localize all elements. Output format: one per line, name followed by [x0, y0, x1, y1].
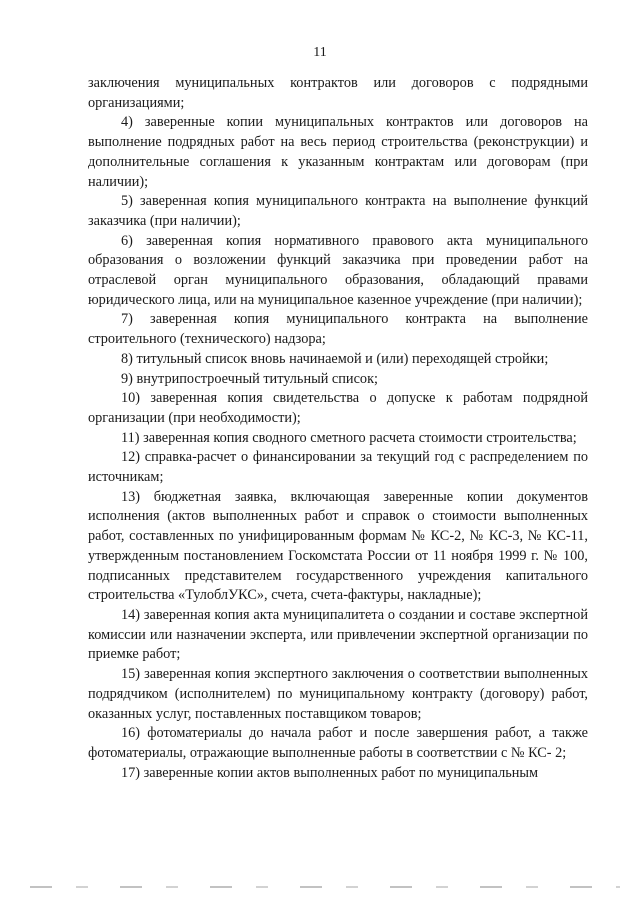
paragraph-item-12: 12) справка-расчет о финансировании за текущий год с распределением по источникам;	[88, 449, 588, 486]
paragraph-item-7: 7) заверенная копия муниципального контракта на выполнение строительного (технического) надзора;	[88, 311, 588, 348]
paragraph-item-4: 4) заверенные копии муниципальных контрактов или договоров на выполнение подрядных работ на весь период строительства (реконструкции) и дополнительные соглашения к указанным контрактам или договорам (при наличии);	[88, 114, 588, 190]
paragraph-item-5: 5) заверенная копия муниципального контракта на выполнение функций заказчика (при наличии);	[88, 193, 588, 229]
paragraph-item-17: 17) заверенные копии актов выполненных работ по муниципальным	[121, 764, 539, 781]
paragraph-item-14: 14) заверенная копия акта муниципалитета о создании и составе экспертной комиссии или назначении эксперта, или привлечении экспертной организации по приемке работ;	[88, 606, 588, 663]
paragraph-item-6: 6) заверенная копия нормативного правового акта муниципального образования о возложении функций заказчика при проведении работ на отраслевой орган муниципального образования, обладающий правами юридического лица, или на муниципальное казенное учреждение (при наличии);	[88, 232, 588, 308]
document-body	[88, 74, 588, 783]
paragraph-item-9: 9) внутрипостроечный титульный список;	[121, 370, 378, 387]
paragraph-item-13: 13) бюджетная заявка, включающая заверенные копии документов исполнения (актов выполненных работ и справок о стоимости выполненных работ, составленных по унифицированным формам № КС-2, № КС-3, № КС-11, утвержденным постановлением Госкомстата России от 11 ноября 1999 г. № 100, подписанных представителем государственного учреждения капитального строительства «ТулоблУКС», счета, счета-фактуры, накладные);	[88, 488, 588, 604]
paragraph-item-10: 10) заверенная копия свидетельства о допуске к работам подрядной организации (при необходимости);	[88, 390, 588, 426]
paragraph-item-15: 15) заверенная копия экспертного заключения о соответствии выполненных подрядчиком (исполнителем) по муниципальному контракту (договору) работ, оказанных услуг, поставленных поставщиком товаров;	[88, 666, 588, 722]
page-number: 11	[313, 45, 327, 60]
paragraph-continuation: заключения муниципальных контрактов или договоров с подрядными организациями;	[88, 75, 588, 111]
paragraph-item-16: 16) фотоматериалы до начала работ и после завершения работ, а также фотоматериалы, отражающие выполненные работы в соответствии с № КС- 2;	[88, 725, 588, 761]
paragraph-item-11: 11) заверенная копия сводного сметного расчета стоимости строительства;	[121, 429, 577, 446]
paragraph-item-8: 8) титульный список вновь начинаемой и (или) переходящей стройки;	[121, 350, 549, 367]
scan-edge-artifact	[30, 886, 620, 888]
